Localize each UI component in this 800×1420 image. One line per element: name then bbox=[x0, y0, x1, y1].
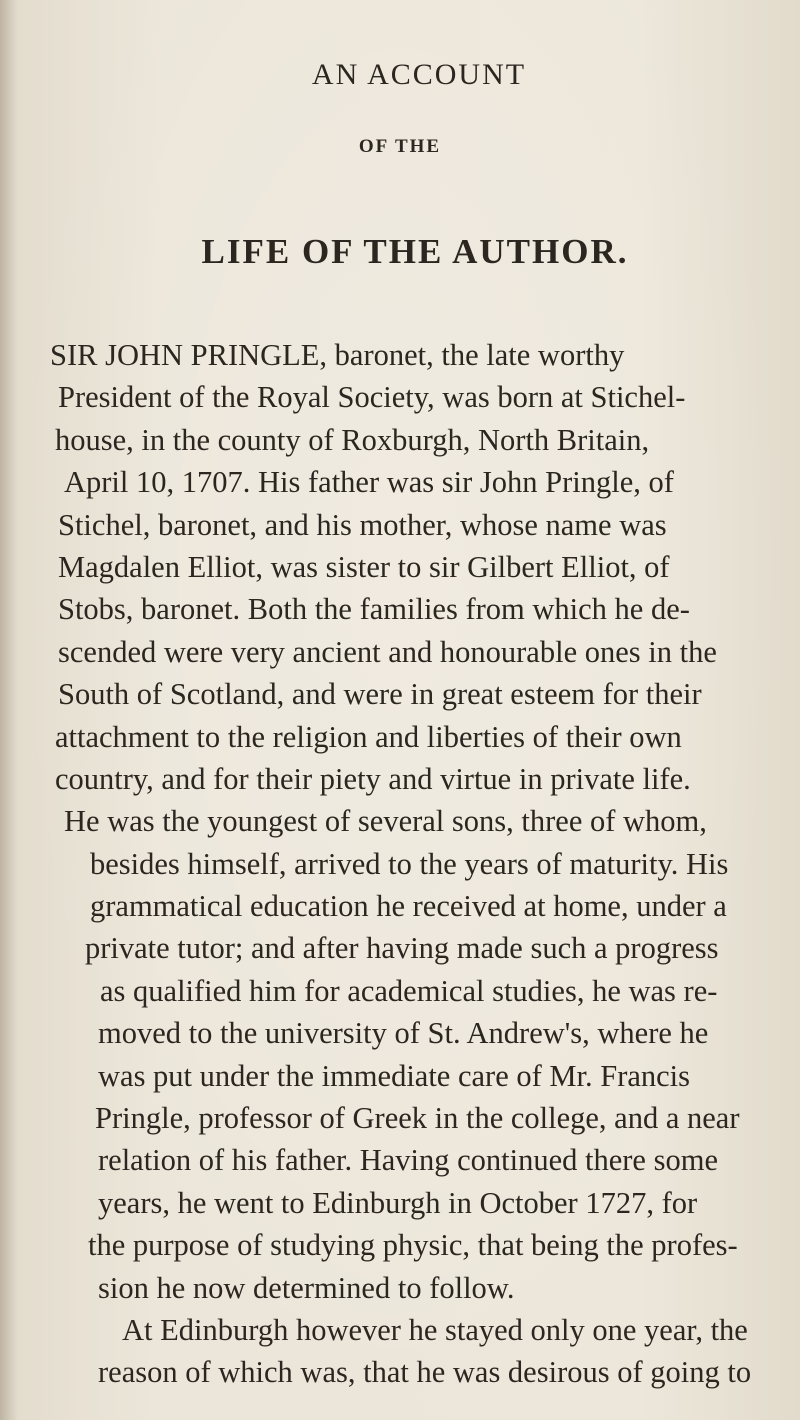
text-line: moved to the university of St. Andrew's, where he bbox=[98, 1016, 709, 1051]
binding-shadow bbox=[0, 0, 18, 1420]
text-line: grammatical education he received at home, under a bbox=[90, 889, 727, 924]
text-line: Stichel, baronet, and his mother, whose name was bbox=[58, 507, 667, 542]
heading-of-the: OF THE bbox=[358, 136, 442, 157]
text-line: sion he now determined to follow. bbox=[98, 1270, 515, 1305]
text-line: SIR JOHN PRINGLE, baronet, the late worthy bbox=[50, 338, 625, 372]
text-line: besides himself, arrived to the years of maturity. His bbox=[90, 846, 729, 881]
text-line: Magdalen Elliot, was sister to sir Gilbert Elliot, of bbox=[58, 549, 670, 584]
text-line: South of Scotland, and were in great esteem for their bbox=[58, 677, 702, 712]
text-line: relation of his father. Having continued there some bbox=[98, 1143, 718, 1178]
text-line: country, and for their piety and virtue in private life. bbox=[55, 761, 691, 796]
text-line: the purpose of studying physic, that being the profes- bbox=[88, 1228, 738, 1263]
text-line: He was the youngest of several sons, three of whom, bbox=[64, 804, 707, 839]
text-line: At Edinburgh however he stayed only one year, the bbox=[122, 1312, 748, 1347]
heading-an-account: AN ACCOUNT bbox=[311, 58, 527, 91]
text-line: was put under the immediate care of Mr. Francis bbox=[98, 1058, 691, 1093]
text-line: scended were very ancient and honourable ones in the bbox=[58, 634, 717, 669]
text-line: reason of which was, that he was desirous of going to bbox=[98, 1355, 752, 1390]
text-line: Stobs, baronet. Both the families from which he de- bbox=[58, 592, 690, 627]
text-line: President of the Royal Society, was born at Stichel- bbox=[58, 380, 686, 415]
text-line: as qualified him for academical studies, he was re- bbox=[100, 973, 718, 1008]
text-line: attachment to the religion and liberties of their own bbox=[55, 719, 682, 754]
text-line: April 10, 1707. His father was sir John Pringle, of bbox=[64, 465, 674, 500]
text-line: private tutor; and after having made such a progress bbox=[85, 931, 719, 966]
body-text bbox=[50, 334, 790, 1394]
text-line: house, in the county of Roxburgh, North Britain, bbox=[55, 422, 650, 457]
text-line: Pringle, professor of Greek in the college, and a near bbox=[95, 1101, 740, 1136]
text-line: years, he went to Edinburgh in October 1727, for bbox=[98, 1185, 698, 1220]
heading-life-of-the-author: LIFE OF THE AUTHOR. bbox=[201, 232, 629, 271]
